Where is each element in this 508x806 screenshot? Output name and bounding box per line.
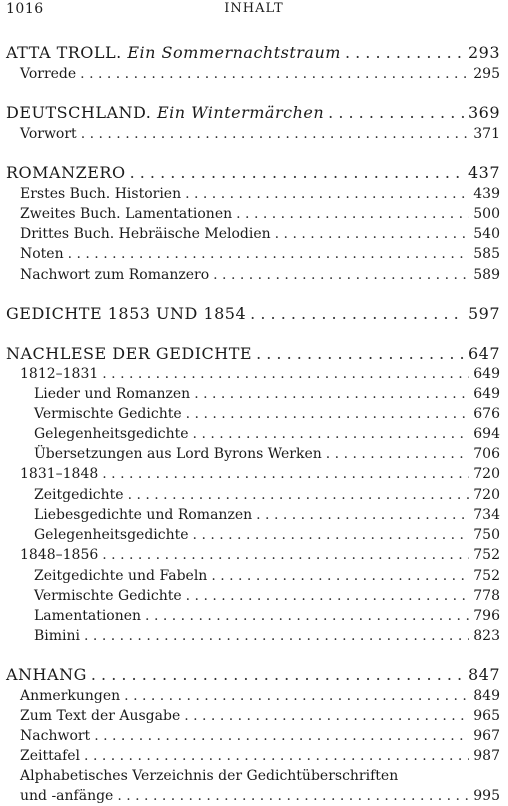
toc-entry-label [34, 606, 141, 626]
toc-page-number: 750 [473, 527, 500, 543]
toc-entry-title: Zum Text der Ausgabe [20, 708, 181, 724]
toc-entry-label [20, 464, 98, 484]
toc-page-number: 371 [473, 126, 500, 142]
toc-page-number: 369 [467, 103, 500, 122]
toc-page-number: 823 [473, 628, 500, 644]
dot-leader [213, 265, 469, 285]
toc-entry-subtitle: Ein Wintermärchen [156, 103, 325, 122]
toc-entry-title: und -anfänge [20, 788, 114, 804]
dot-leader [91, 665, 464, 685]
toc-entry [20, 244, 500, 264]
toc-page-number: 500 [473, 206, 500, 222]
toc-page-number: 778 [473, 588, 500, 604]
dot-leader [194, 384, 469, 404]
toc-entry-label [6, 163, 126, 183]
dot-leader [236, 204, 469, 224]
toc-entry-label [6, 344, 252, 364]
toc-page-number: 720 [473, 466, 500, 482]
toc-page-number: 585 [473, 246, 500, 262]
toc-page-number: 589 [473, 267, 500, 283]
toc-entry-label [20, 746, 80, 766]
toc-entry [20, 545, 500, 565]
toc-entry-label [20, 786, 113, 806]
dot-leader [328, 103, 464, 123]
toc-entry-title: Nachwort [20, 728, 91, 744]
toc-entry-label [20, 124, 77, 144]
toc-entry-label [34, 586, 182, 606]
toc-page-number: 734 [473, 507, 500, 523]
toc-entry-title: ATTA TROLL. [6, 43, 122, 62]
toc-entry-label [34, 444, 322, 464]
toc-page-number: 965 [473, 708, 500, 724]
toc-entry [6, 43, 500, 63]
toc-entry [34, 626, 500, 646]
toc-entry-label [20, 244, 64, 264]
dot-leader [84, 626, 469, 646]
toc-entry-label [20, 184, 181, 204]
toc-entry-title: ANHANG [6, 665, 87, 684]
toc-entry-label [20, 64, 76, 84]
toc-page-number: 967 [473, 728, 500, 744]
toc-entry [6, 163, 500, 183]
toc-entry-title: Zweites Buch. Lamentationen [20, 206, 233, 222]
toc-entry-label [34, 404, 182, 424]
toc-page-number: 987 [473, 748, 500, 764]
dot-leader [193, 424, 470, 444]
dot-leader [102, 545, 469, 565]
toc-entry-label [20, 706, 180, 726]
toc-page-number: 649 [473, 366, 500, 382]
dot-leader [185, 184, 469, 204]
toc-entry-title: DEUTSCHLAND. [6, 103, 152, 122]
toc-entry-title: Vermischte Gedichte [34, 588, 182, 604]
toc-entry-title: Liebesgedichte und Romanzen [34, 507, 253, 523]
dot-leader [193, 525, 470, 545]
toc-entry-title: Vermischte Gedichte [34, 406, 182, 422]
dot-leader [186, 586, 470, 606]
toc-entry [20, 786, 500, 806]
toc-page-number: 849 [473, 688, 500, 704]
dot-leader [117, 786, 469, 806]
toc-entry-label [20, 204, 232, 224]
dot-leader [102, 464, 469, 484]
dot-leader [186, 404, 470, 424]
toc-page-number: 597 [467, 304, 500, 323]
toc-entry-title: Nachwort zum Romanzero [20, 267, 210, 283]
dot-leader [94, 726, 469, 746]
toc-entry-title: Noten [20, 246, 64, 262]
toc-entry-title: Zeittafel [20, 748, 81, 764]
toc-entry-title: Vorwort [20, 126, 77, 142]
toc-page-number: 649 [473, 386, 500, 402]
toc-entry-title: Lieder und Romanzen [34, 386, 191, 402]
toc-entry-title: Lamentationen [34, 608, 142, 624]
toc-page-number: 796 [473, 608, 500, 624]
toc-entry-label [34, 424, 189, 444]
toc-entry [34, 485, 500, 505]
toc-page-number: 439 [473, 186, 500, 202]
toc-entry [34, 424, 500, 444]
toc-entry [34, 566, 500, 586]
toc-entry-subtitle: Ein Sommernachtstraum [127, 43, 341, 62]
toc-entry [20, 746, 500, 766]
toc-page-number: 295 [473, 66, 500, 82]
toc-entry-title: 1812–1831 [20, 366, 99, 382]
toc-entry [34, 525, 500, 545]
running-title: INHALT [224, 1, 284, 16]
toc-entry [20, 204, 500, 224]
toc-entry [34, 606, 500, 626]
toc-entry [20, 364, 500, 384]
dot-leader [211, 566, 469, 586]
toc-entry [34, 404, 500, 424]
toc-entry-label [6, 103, 324, 123]
toc-page-number: 293 [467, 43, 500, 62]
toc-entry [20, 64, 500, 84]
dot-leader [68, 244, 470, 264]
toc-entry-title: Vorrede [20, 66, 77, 82]
toc-entry-title: 1831–1848 [20, 466, 99, 482]
toc-entry-label [20, 224, 271, 244]
page-header [0, 0, 508, 22]
toc-page-number: 437 [467, 163, 500, 182]
dot-leader [80, 64, 469, 84]
toc-entry [34, 444, 500, 464]
toc-entry [6, 304, 500, 324]
toc-page-number: 647 [467, 344, 500, 363]
dot-leader [124, 686, 469, 706]
toc-entry [20, 686, 500, 706]
toc-entry [6, 103, 500, 123]
toc-entry-label [34, 384, 190, 404]
toc-entry-title: Zeitgedichte und Fabeln [34, 568, 208, 584]
toc-page-number: 752 [473, 547, 500, 563]
toc-entry [20, 124, 500, 144]
toc-entry [20, 706, 500, 726]
toc-page-number: 995 [473, 788, 500, 804]
toc-entry [20, 184, 500, 204]
toc-entry-title: Bimini [34, 628, 81, 644]
toc-entry-title: Drittes Buch. Hebräische Melodien [20, 226, 271, 242]
toc-entry-label [34, 525, 189, 545]
toc-entry-title: Zeitgedichte [34, 487, 124, 503]
toc-entry [20, 224, 500, 244]
dot-leader [84, 746, 469, 766]
toc-entry [20, 265, 500, 285]
dot-leader [102, 364, 469, 384]
toc-entry-label [34, 505, 252, 525]
toc-entry-title: Übersetzungen aus Lord Byrons Werken [34, 446, 322, 462]
toc-entry [34, 384, 500, 404]
toc-entry-title: 1848–1856 [20, 547, 99, 563]
toc-page-number: 540 [473, 226, 500, 242]
toc-entry-label [6, 43, 341, 63]
page-number: 1016 [6, 1, 44, 17]
toc-entry-label [34, 566, 207, 586]
toc-entry-label [20, 545, 98, 565]
toc-page-number: 706 [473, 446, 500, 462]
toc-entry-title: GEDICHTE 1853 UND 1854 [6, 304, 247, 323]
dot-leader [250, 304, 464, 324]
toc-entry-label [34, 485, 124, 505]
toc-entry-label [6, 304, 246, 324]
toc-page-number: 694 [473, 426, 500, 442]
toc-entry [34, 586, 500, 606]
dot-leader [256, 505, 469, 525]
toc-entry-title: Gelegenheitsgedichte [34, 426, 189, 442]
toc-entry-label [6, 665, 87, 685]
toc-entry-title: Gelegenheitsgedichte [34, 527, 189, 543]
toc-entry-label [34, 626, 80, 646]
toc-entry-title: Erstes Buch. Historien [20, 186, 182, 202]
toc-entry-label [20, 686, 120, 706]
dot-leader [145, 606, 469, 626]
toc-entry-title: NACHLESE DER GEDICHTE [6, 344, 253, 363]
toc-entry-label [20, 726, 90, 746]
toc-entry [20, 464, 500, 484]
dot-leader [184, 706, 469, 726]
toc-entry-title: ROMANZERO [6, 163, 126, 182]
dot-leader [81, 124, 470, 144]
toc-page-number: 847 [467, 665, 500, 684]
dot-leader [345, 43, 464, 63]
dot-leader [128, 485, 470, 505]
toc-entry [20, 726, 500, 746]
toc-page-number: 676 [473, 406, 500, 422]
toc-entry-label [20, 265, 209, 285]
toc-entry-label [20, 364, 98, 384]
dot-leader [326, 444, 470, 464]
toc-entry [6, 665, 500, 685]
toc-page-number: 752 [473, 568, 500, 584]
toc-entry-title: Alphabetisches Verzeichnis der Gedichtüberschriften [20, 768, 399, 784]
toc-entry-title: Anmerkungen [20, 688, 121, 704]
toc-page-number: 720 [473, 487, 500, 503]
toc-entry [6, 344, 500, 364]
dot-leader [275, 224, 470, 244]
toc-entry [34, 505, 500, 525]
dot-leader [256, 344, 464, 364]
dot-leader [130, 163, 464, 183]
